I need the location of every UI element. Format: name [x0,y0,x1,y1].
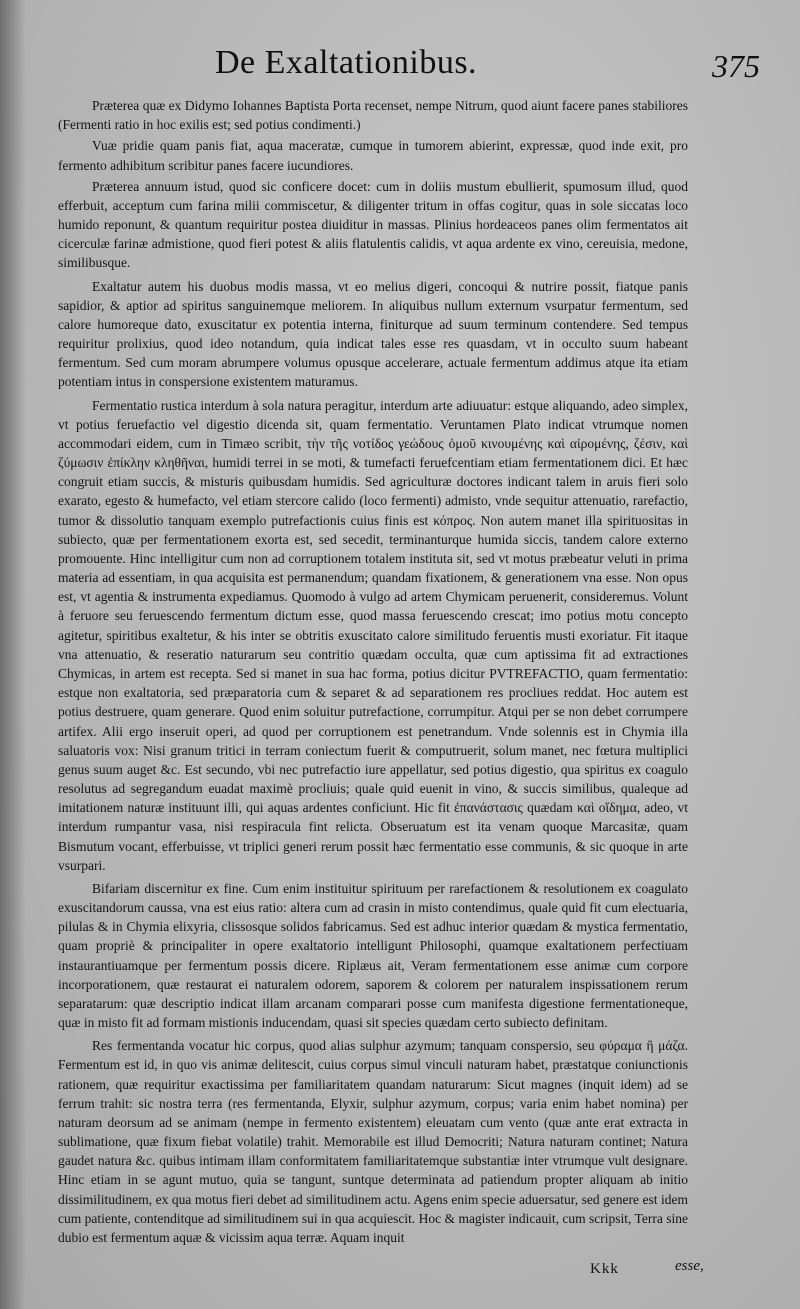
paragraph: Præterea quæ ex Didymo Iohannes Baptista Porta recenset, nempe Nitrum, quod aiunt facere panes stabiliores (Fermenti ratio in hoc exilis est; sed potius condimenti.) [58,98,688,133]
page-footer [0,1258,800,1288]
body-text [58,96,688,1251]
paragraph: Exaltatur autem his duobus modis massa, vt eo melius digeri, concoqui & nutrire possit, fiatque panis sapidior, & aptior ad spiritus sanguinemque meliorem. In aliquibus nullum externum vsurpatur fermentum, sed calore humoreque dato, exuscitatur ex potentia interna, finiturque ad suum terminum contendere. Sed tempus requiritur prolixius, quod ideo notandum, quia indicat tales esse res quasdam, vt in occulto suum habeant fermentum. Sed cum moram abrumpere volumus opusque accelerare, actuale fermentum addimus atque ita etiam potentiam intus in conspersione existentem maturamus. [58,278,688,390]
page-title: De Exaltationibus. [215,44,478,81]
paragraph: Præterea annuum istud, quod sic conficere docet: cum in doliis mustum ebullierit, spumosum illud, quod efferbuit, acceptum cum farina milii commiscetur, & diligenter tritum in offas cogitur, quas in sole siccatas loco humido reponunt, & quantum requiritur postea diuiditur in massas. Plinius hordeaceos panes olim fermentatos ait cicerculæ farinæ admistione, quod fieri potest & aliis flatulentis calidis, vt aqua ardente ex vino, cereuisia, medone, similibusque. [58,178,688,271]
paragraph: Fermentatio rustica interdum à sola natura peragitur, interdum arte adiuuatur: estque aliquando, adeo simplex, vt potius feruefactio vel digestio dicenda sit, quam fermentatio. Veruntamen Plato indicat vtrumque nomen accommodari eidem, cum in Timæo scribit, τὴν τῆς νοτίδος γεώδους ὁμοῦ κινουμένης καὶ αἰρομένης, ζέσιν, καὶ ζύμωσιν ἐπίκλην κληθῆναι, humidi terrei in se moti, & tumefacti feruefcentiam etiam fermentationem dici. Et hæc congruit etiam succis, & misturis quibusdam humidis. Sed agriculturæ doctores indicant talem in aruis fieri solo exarato, egesto & humefacto, vel etiam stercore calido (loco fermenti) admisto, vnde sequitur attenuatio, rarefactio, tumor & dissolutio tanquam exemplo putrefactionis cuius finis est κόπρος. Non autem manet illa spirituositas in subiecto, quæ per fermentationem exorta est, sed secedit, terminanturque humida siccis, tandem calore externo promouente. Hinc intelligitur cum non ad corruptionem totalem instituta sit, sed vt motus præbeatur veluti in prima materia ad essentiam, in qua acquisita est permanendum; quandam fixationem, & generationem vna esse. Non opus est, vt agentia & instrumenta expediamus. Quomodo à vulgo ad artem Chymicam peruenerit, consideremus. Volunt à feruore seu feruescendo fermentum dictum esse, quod massa feruescendo crescat; imo potius motu concepto agitetur, spiritibus exaltetur, & his inter se obtritis exuscitato calore similitudo feruentis musti exoriatur. Fit itaque vna attenuatio, & reseratio naturarum seu contritio quædam occulta, quæ cum aptissima fit ad extractiones Chymicas, in artem est recepta. Sed si manet in sua hac forma, potius dicitur PVTREFACTIO, quam fermentatio: estque non exaltatoria, sed præparatoria cum & separet & ad separationem res procliues reddat. Hoc autem est potius destruere, quam generare. Quod enim soluitur putrefactione, corrumpitur. Atqui per se non debet corrumpere artifex. Alii ergo inseruit operi, ad quod per corruptionem est penetrandum. Vnde solennis est in Chymia illa saluatoris vox: Nisi granum tritici in terram coniectum fuerit & computruerit, solum manet, nec fœtura multiplici genus suum auget &c. Est secundo, vbi nec putrefactio iure appellatur, sed potius digestio, qua spiritus ex coagulo resolutus ad segregandum euadat maximè procliuis; quale quid euenit in vino, & succis similibus, qualeque ad imitationem naturæ instituunt illi, qui aquas ardentes conficiunt. Hic fit ἐπανάστασις quædam καὶ οἴδημα, adeo, vt interdum rumpantur vasa, nisi respiracula fint relicta. Obseruatum est ita venam quoque Marcasitæ, quam Bismutum vocant, efferbuisse, vt triplici generi rerum possit hæc fermentatio esse communis, & sic quoque in arte vsurpari. [58,397,688,873]
running-head [0,44,800,90]
signature-mark: Kkk [590,1261,619,1277]
paragraph: Bifariam discernitur ex fine. Cum enim instituitur spirituum per rarefactionem & resolutionem ex coagulato exuscitandorum caussa, vna est eius ratio: altera cum ad crasin in misto contendimus, quale quid fit cum electuaria, pilulas & in Chymia elixyria, clissosque solidos fabricamus. Sed est adhuc interior quædam & mystica fermentatio, quam propriè & principaliter in opere exaltatorio intelligunt Philosophi, quamque exaltationem perfectiuam instaurantiuamque per fermentum possis dicere. Riplæus ait, Veram fermentationem esse animæ cum corpore incorporationem, quæ restaurat ei naturalem odorem, saporem & colorem per naturalem inspissationem rerum separatarum: quæ descriptio indicat illam arcanam comparari posse cum manifesta digestione fermentationeque, quæ in misto fit ad formam mistionis inducendam, quasi sit species quædam certo subiecto definitam. [58,880,688,1031]
paragraph: Vuæ pridie quam panis fiat, aqua maceratæ, cumque in tumorem abierint, expressæ, quod inde exit, pro fermento adhibitum scribitur panes facere iucundiores. [58,138,688,173]
catchword: esse, [675,1258,704,1274]
page-number: 375 [712,48,760,84]
paragraph: Res fermentanda vocatur hic corpus, quod alias sulphur azymum; tanquam conspersio, seu φύραμα ἢ μάζα. Fermentum est id, in quo vis animæ delitescit, cuius corpus simul vinculi naturam habet, præstatque coniunctionis rationem, quæ requiritur exactissima per familiaritatem quandam naturarum: Sicut magnes (inquit idem) ad se ferrum trahit: sic nostra terra (res fermentanda, Elyxir, sulphur azymum, corpus; varia enim habet nomina) per naturam deorsum ad se animam (nempe in fermento existentem) eleuatam cum vento (quæ ante erat extracta in sublimatione, quæ fixum fiebat volatile) trahit. Memorabile est illud Democriti; Natura naturam continet; Natura gaudet natura &c. quibus intimam illam conformitatem familiaritatemque substantiæ inter vtrumque vult designare. Hinc etiam in se agunt mutuo, quia se tangunt, suntque determinata ad patiendum propter aliquam ab initio dissimilitudinem, ex qua motus fieri debet ad similitudinem actu. Agens enim specie aduersatur, sed genere est idem cum patiente, contenditque ad similitudinem sui in qua acquiescit. Hoc & magister indicauit, cum scripsit, Terra sine dubio est fermentum aquæ & vicissim aqua terræ. Aquam inquit [58,1038,688,1245]
gutter-shadow [0,0,26,1309]
